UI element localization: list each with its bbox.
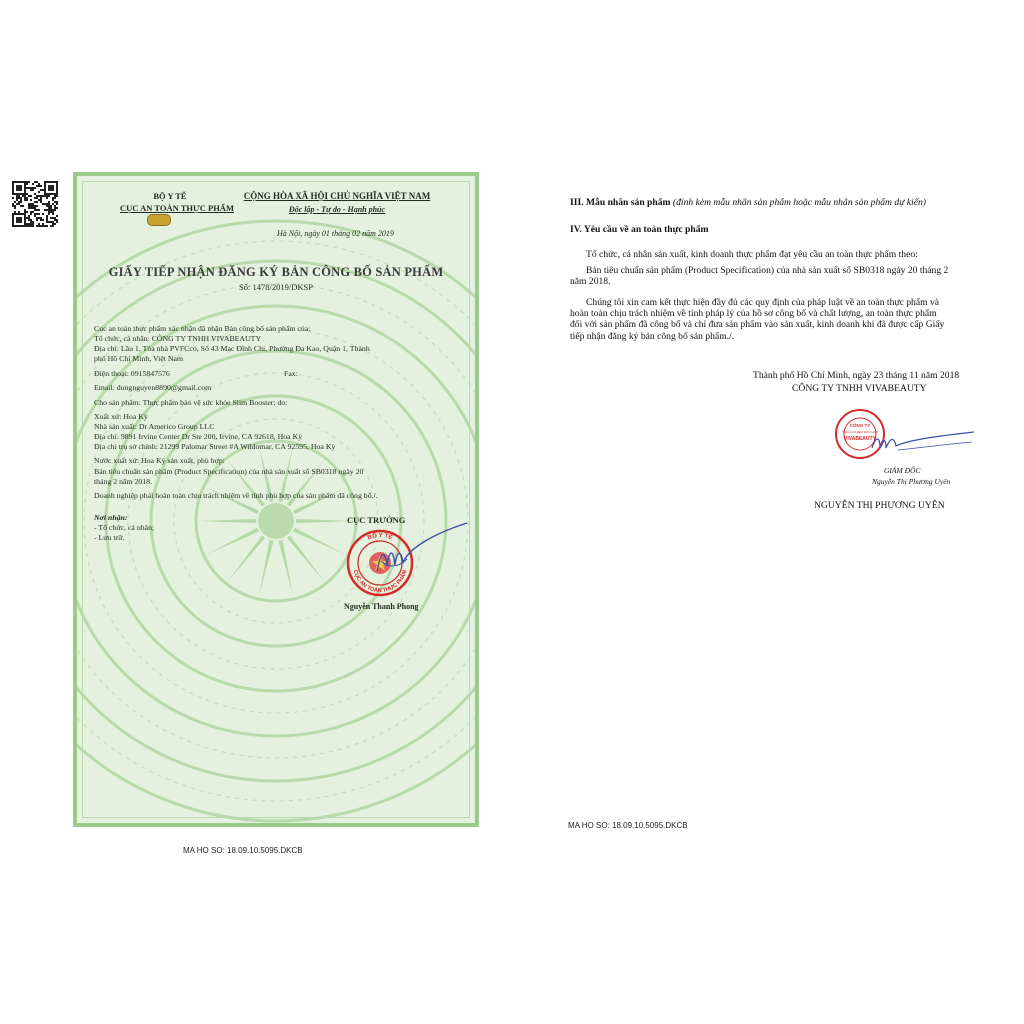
company-stamp-name: VIVABEAUTY (844, 436, 876, 442)
certificate-number: Số: 1478/2019/DKSP (239, 282, 313, 292)
issue-date: Hà Nội, ngày 01 tháng 02 năm 2019 (277, 229, 394, 238)
signature (367, 521, 472, 591)
paragraph-1: Tổ chức, cá nhân sản xuất, kinh doanh thực phẩm đạt yêu cầu an toàn thực phẩm theo: (586, 249, 918, 260)
vfa-logo (147, 214, 171, 226)
body-line: phố Hồ Chí Minh, Việt Nam (94, 354, 184, 363)
body-line: Bản tiêu chuẩn sản phẩm (Product Specification) của nhà sản xuất số SB0318 ngày 20 (94, 467, 364, 476)
stamp-top-text: BỘ Y TẾ (366, 532, 394, 542)
body-line: Nước xuất xứ: Hoa Kỳ sản xuất, phù hợp: (94, 456, 225, 465)
body-line: Cục an toàn thực phẩm xác nhận đã nhận Bản công bố sản phẩm của: (94, 324, 311, 333)
body-line: Tổ chức, cá nhân: CÔNG TY TNHH VIVABEAUTY (94, 334, 262, 343)
qr-code (12, 181, 58, 227)
paragraph-3-line-3: đối với sản phẩm đã công bố và chỉ đưa sản phẩm vào sản xuất, kinh doanh khi đã được cấp Giấy (570, 319, 945, 330)
paragraph-3-line-2: hoàn toàn chịu trách nhiệm về tính pháp lý của hồ sơ công bố và chất lượng, an toàn thực phẩm (570, 308, 937, 319)
place-and-date: Thành phố Hồ Chí Minh, ngày 23 tháng 11 năm 2018 (753, 370, 960, 381)
certificate (73, 172, 479, 827)
company-stamp-top: CÔNG TY (849, 423, 871, 428)
company-name: CÔNG TY TNHH VIVABEAUTY (792, 383, 927, 394)
body-line: Doanh nghiệp phải hoàn toàn chịu trách nhiệm về tính phù hợp của sản phẩm đã công bố./. (94, 491, 378, 500)
paragraph-3-line-4: tiếp nhận đăng ký bản công bố sản phẩm./. (570, 331, 735, 342)
fax-label: Fax: (284, 369, 298, 378)
national-header: CỘNG HÒA XÃ HỘI CHỦ NGHĨA VIỆT NAM Độc lập - Tự do - Hạnh phúc (243, 191, 431, 214)
body-line: Cho sản phẩm: Thực phẩm bảo vệ sức khỏe Slim Booster; do: (94, 398, 288, 407)
company-stamp-middle: TRÁCH NHIỆM HỮU HẠN (842, 430, 878, 434)
recipients-block: Nơi nhận: - Tổ chức, cá nhân; - Lưu trữ. (94, 513, 155, 542)
paragraph-2-line-1: Bản tiêu chuẩn sản phẩm (Product Specification) của nhà sản xuất số SB0318 ngày 20 tháng 2 (586, 265, 949, 276)
body-line: Nhà sản xuất: Dr Americo Group LLC (94, 422, 215, 431)
signer-title: CỤC TRƯỞNG (347, 515, 406, 525)
ministry-header: BỘ Y TẾ CỤC AN TOÀN THỰC PHẨM (120, 191, 234, 213)
signer-name: Nguyễn Thanh Phong (344, 602, 419, 611)
body-line: Địa chỉ: Lầu 1, Tòa nhà PVFCco, Số 43 Mạc Đĩnh Chi, Phường Đa Kao, Quận 1, Thành (94, 344, 370, 353)
signer-fullname: NGUYỄN THỊ PHƯƠNG UYÊN (814, 500, 945, 511)
section4-heading: IV. Yêu cầu về an toàn thực phẩm (570, 224, 709, 235)
body-line: Email: dungnguyen8890@gmail.com (94, 383, 212, 392)
body-line: Địa chỉ: 9891 Irvine Center Dr Ste 200, Irvine, CA 92618, Hoa Kỳ (94, 432, 303, 441)
body-line: Địa chỉ trụ sở chính: 21299 Palomar Street #A Wildomar, CA 92595, Hoa Kỳ (94, 442, 336, 451)
right-document-code: MA HO SO: 18.09.10.5095.DKCB (568, 821, 688, 830)
body-line: Xuất xứ: Hoa Kỳ (94, 412, 148, 421)
director-sig-name: Nguyễn Thị Phương Uyên (872, 477, 951, 486)
director-signature (868, 426, 978, 460)
paragraph-3-line-1: Chúng tôi xin cam kết thực hiện đầy đủ các quy định của pháp luật về an toàn thực phẩm và (586, 297, 940, 308)
director-title: GIÁM ĐỐC (884, 466, 921, 475)
section3-heading: III. Mẫu nhãn sản phẩm (đính kèm mẫu nhãn sản phẩm hoặc mẫu nhãn sản phẩm dự kiến) (570, 197, 926, 208)
paragraph-2-line-2: năm 2018. (570, 276, 611, 287)
stamp-bottom-text: CỤC AN TOÀN THỰC PHẨM (351, 569, 409, 595)
body-line: tháng 2 năm 2018. (94, 477, 153, 486)
certificate-title: GIẤY TIẾP NHẬN ĐĂNG KÝ BẢN CÔNG BỐ SẢN PHẨM (108, 265, 444, 279)
left-document-code: MA HO SO: 18.09.10.5095.DKCB (183, 846, 303, 855)
body-line: Điện thoại: 0915847576 (94, 369, 170, 378)
